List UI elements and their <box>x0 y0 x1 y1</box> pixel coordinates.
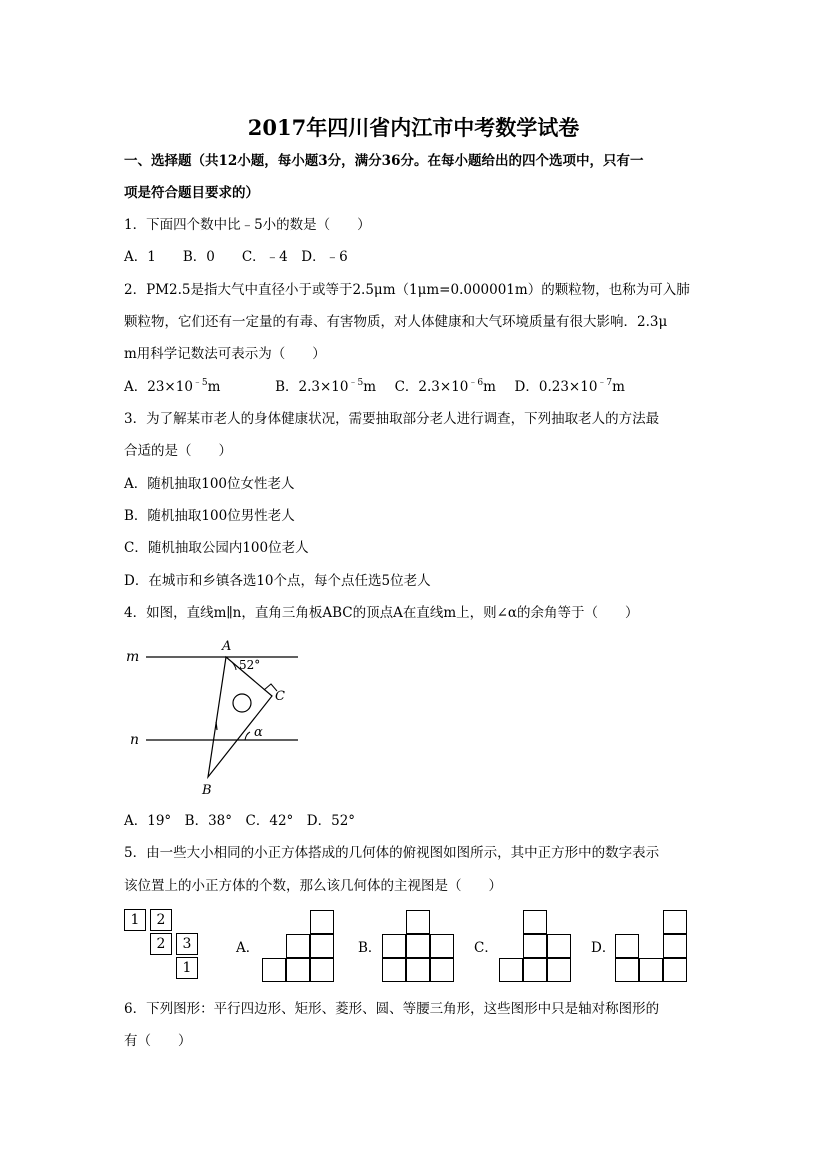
q2-option-c: C．$2.3\times 10^{﹣6}m$ <box>394 378 496 395</box>
front-view-cube <box>615 934 639 958</box>
q5-option-a-label: A． <box>236 940 260 956</box>
front-view-cube <box>406 910 430 934</box>
q4-options: A．19° B．38° C．42° D．52° <box>124 813 356 829</box>
q5-line1: 5．由一些大小相同的小正方体搭成的几何体的俯视图如图所示，其中正方形中的数字表示 <box>124 845 660 861</box>
angle-alpha-arc <box>245 732 250 740</box>
label-c: C <box>275 689 285 704</box>
front-view-cube <box>406 934 430 958</box>
front-view-cube <box>382 958 406 982</box>
label-a: A <box>222 639 232 654</box>
front-view-cube <box>382 934 406 958</box>
section-heading-line1: 一、选择题（共12小题，每小题3分，满分36分。在每小题给出的四个选项中，只有一 <box>124 153 644 169</box>
front-view-cube <box>523 910 547 934</box>
q2-line3: m用科学记数法可表示为（ ） <box>124 346 326 362</box>
label-b: B <box>202 783 212 798</box>
q5-option-d-label: D． <box>591 940 616 956</box>
front-view-cube <box>286 958 310 982</box>
front-view-cube <box>499 958 523 982</box>
q5-option-a-figure <box>262 910 334 982</box>
top-view-cell: 3 <box>176 933 198 955</box>
top-view-cell: 2 <box>150 933 172 955</box>
page-title: 2017年四川省内江市中考数学试卷 <box>247 115 580 140</box>
q5-option-b-figure <box>382 910 454 982</box>
top-view-cell: 1 <box>124 909 146 931</box>
front-view-cube <box>430 934 454 958</box>
front-view-cube <box>523 958 547 982</box>
triangle-abc <box>208 657 272 777</box>
front-view-cube <box>310 934 334 958</box>
front-view-cube <box>523 934 547 958</box>
q3-line1: 3．为了解某市老人的身体健康状况，需要抽取部分老人进行调查，下列抽取老人的方法最 <box>124 411 660 427</box>
q3-option-c: C．随机抽取公园内100位老人 <box>124 540 309 556</box>
q6-line1: 6．下列图形：平行四边形、矩形、菱形、圆、等腰三角形，这些图形中只是轴对称图形的 <box>124 1001 660 1017</box>
q3-option-d: D．在城市和乡镇各选10个点，每个点任选5位老人 <box>124 573 431 589</box>
front-view-cube <box>406 958 430 982</box>
front-view-cube <box>310 910 334 934</box>
label-52-degrees: 52° <box>239 658 261 672</box>
top-view-cell: 2 <box>150 909 172 931</box>
q6-line2: 有（ ） <box>124 1033 192 1049</box>
q1-options: A．1 B．0 C．﹣4 D．﹣6 <box>124 249 348 265</box>
q5-option-c-label: C． <box>474 940 498 956</box>
q2-option-a: A．$23\times 10^{﹣5}m$ <box>124 378 221 395</box>
q4-figure <box>124 636 314 801</box>
front-view-cube <box>639 958 663 982</box>
q5-top-view <box>124 909 214 981</box>
front-view-cube <box>663 910 687 934</box>
label-n: n <box>130 732 140 748</box>
q5-option-d-figure <box>615 910 687 982</box>
q5-option-c-figure <box>499 910 571 982</box>
triangle-hole <box>233 694 251 712</box>
label-m: m <box>126 649 140 665</box>
q5-line2: 该位置上的小正方体的个数，那么该几何体的主视图是（ ） <box>124 878 502 894</box>
front-view-cube <box>663 934 687 958</box>
front-view-cube <box>262 958 286 982</box>
q4-stem: 4．如图，直线m∥n，直角三角板ABC的顶点A在直线m上，则∠α的余角等于（ ） <box>124 605 639 621</box>
q2-option-d: D．$0.23\times 10^{﹣7}m$ <box>514 378 625 395</box>
q2-options <box>124 377 625 397</box>
q3-option-b: B．随机抽取100位男性老人 <box>124 508 295 524</box>
label-alpha: α <box>254 725 263 740</box>
q3-option-a: A．随机抽取100位女性老人 <box>124 476 295 492</box>
q1-stem: 1．下面四个数中比﹣5小的数是（ ） <box>124 217 371 233</box>
front-view-cube <box>663 958 687 982</box>
q2-line1: 2．PM2.5是指大气中直径小于或等于2.5μm（1μm=0.000001m）的颗粒物，也称为可入肺 <box>124 282 690 298</box>
front-view-cube <box>547 934 571 958</box>
tick-mark <box>216 722 217 730</box>
q2-line2: 颗粒物，它们还有一定量的有毒、有害物质，对人体健康和大气环境质量有很大影响．2.3μ <box>124 314 668 330</box>
front-view-cube <box>615 958 639 982</box>
q3-line2: 合适的是（ ） <box>124 443 232 459</box>
q5-option-b-label: B． <box>358 940 382 956</box>
front-view-cube <box>430 958 454 982</box>
q2-option-b: B．$2.3\times 10^{﹣5}m$ <box>275 378 376 395</box>
front-view-cube <box>310 958 334 982</box>
front-view-cube <box>286 934 310 958</box>
top-view-cell: 1 <box>176 957 198 979</box>
front-view-cube <box>547 958 571 982</box>
section-heading-line2: 项是符合题目要求的） <box>124 185 259 201</box>
